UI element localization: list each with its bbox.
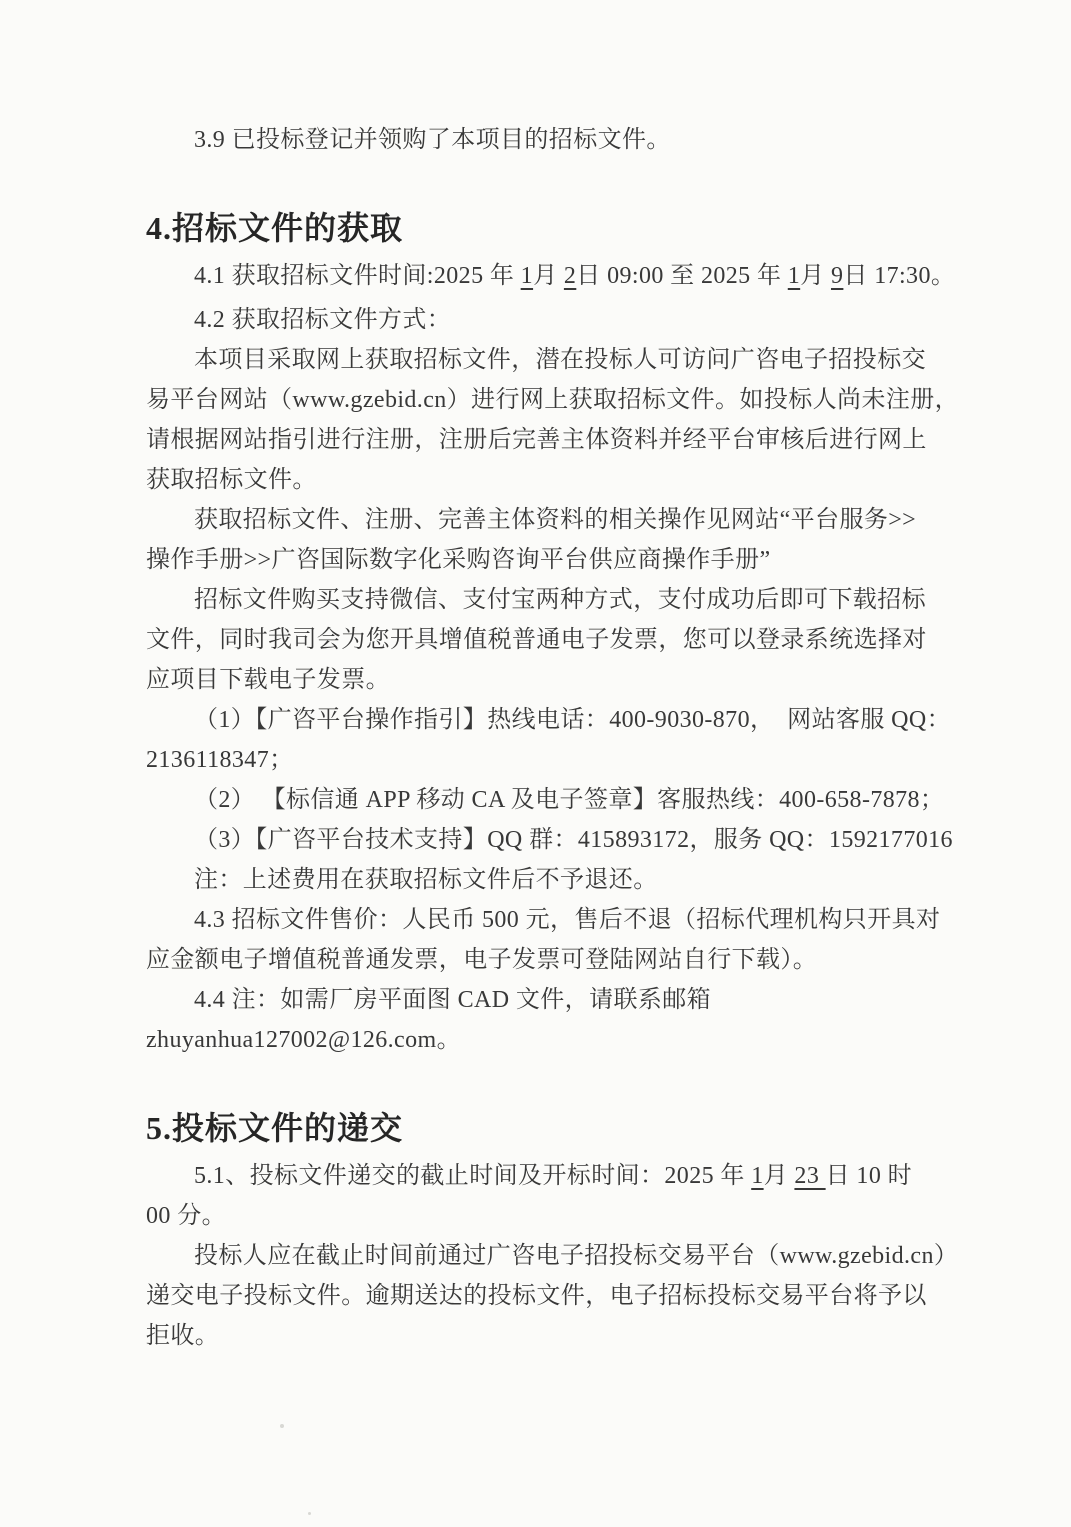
text-line: [146, 820, 953, 860]
underlined-value: 1: [520, 263, 534, 289]
text-segment: 4.2 获取招标文件方式：: [194, 307, 452, 333]
text-segment: 00 分。: [146, 1203, 226, 1229]
text-line: [146, 860, 946, 900]
text-segment: 易平台网站（www.gzebid.cn）进行网上获取招标文件。如投标人尚未注册，: [146, 387, 960, 413]
text-segment: （2） 【标信通 APP 移动 CA 及电子签章】客服热线：400-658-7878；: [194, 787, 945, 813]
underlined-value: 1: [751, 1163, 764, 1189]
text-segment: 5.1、投标文件递交的截止时间及开标时间：2025 年: [194, 1163, 752, 1189]
para-manual: [146, 500, 946, 580]
text-segment: 文件，同时我司会为您开具增值税普通电子发票，您可以登录系统选择对: [146, 627, 927, 653]
text-line: [146, 1020, 946, 1060]
text-line: [146, 500, 946, 540]
text-segment: 请根据网站指引进行注册，注册后完善主体资料并经平台审核后进行网上: [146, 427, 927, 453]
text-segment: 月: [533, 263, 564, 289]
para-online-access: [146, 340, 960, 500]
para-hotline-guangzi: [146, 700, 952, 780]
section-5-heading: 5.投标文件的递交: [146, 1110, 404, 1146]
text-line: [146, 700, 952, 740]
text-line: [146, 340, 946, 380]
text-segment: 4.4 注：如需厂房平面图 CAD 文件，请联系邮箱: [194, 987, 712, 1013]
text-segment: 4.1 获取招标文件时间:2025 年: [194, 263, 521, 289]
text-line: [146, 580, 946, 620]
text-line: [146, 900, 946, 940]
text-segment: zhuyanhua127002@126.com。: [146, 1027, 461, 1053]
underlined-value: 9: [830, 263, 844, 289]
text-line: [146, 1236, 959, 1276]
scan-speck: [280, 1424, 284, 1428]
text-segment: 应项目下载电子发票。: [146, 667, 390, 693]
text-line: [146, 460, 946, 500]
text-segment: （1）【广咨平台操作指引】热线电话：400-9030-870， 网站客服 QQ：: [194, 707, 952, 733]
text-segment: （3）【广咨平台技术支持】QQ 群：415893172，服务 QQ：1592177016: [194, 827, 953, 853]
text-segment: 操作手册>>广咨国际数字化采购咨询平台供应商操作手册”: [146, 547, 771, 573]
text-segment: 日 17:30。: [843, 263, 956, 289]
para-fee-note: [146, 860, 946, 900]
clause-4-3: [146, 900, 946, 980]
clause-3-9: [146, 120, 946, 160]
para-hotline-support: [146, 820, 953, 860]
text-line: [146, 300, 946, 340]
text-segment: 招标文件购买支持微信、支付宝两种方式，支付成功后即可下载招标: [194, 587, 926, 613]
text-segment: 递交电子投标文件。逾期送达的投标文件，电子招标投标交易平台将予以: [146, 1283, 927, 1309]
text-segment: 拒收。: [146, 1323, 220, 1349]
text-line: [146, 120, 946, 160]
para-hotline-biaoxintong: [146, 780, 946, 820]
underlined-value: 2: [563, 263, 577, 289]
text-line: [146, 1276, 946, 1316]
text-line: [146, 620, 946, 660]
underlined-value: 23: [794, 1163, 826, 1189]
text-segment: 4.3 招标文件售价：人民币 500 元，售后不退（招标代理机构只开具对: [194, 907, 941, 933]
text-segment: 日 10 时: [825, 1163, 913, 1189]
clause-4-1: [146, 256, 956, 296]
text-segment: 本项目采取网上获取招标文件，潜在投标人可访问广咨电子招投标交: [194, 347, 926, 373]
text-segment: 日 09:00 至 2025 年: [576, 263, 788, 289]
text-line: [146, 780, 946, 820]
para-payment: [146, 580, 946, 700]
text-line: [146, 940, 946, 980]
text-line: [146, 980, 946, 1020]
text-segment: 月: [800, 263, 831, 289]
text-segment: 应金额电子增值税普通发票，电子发票可登陆网站自行下载）。: [146, 947, 818, 973]
text-segment: 注：上述费用在获取招标文件后不予退还。: [194, 867, 658, 893]
text-segment: 月: [763, 1163, 795, 1189]
text-segment: 投标人应在截止时间前通过广咨电子招投标交易平台（www.gzebid.cn）: [194, 1243, 959, 1269]
document-body: [146, 120, 960, 1356]
section-4-heading: 4.招标文件的获取: [146, 210, 404, 246]
text-line: [146, 740, 946, 780]
text-line: [146, 1196, 946, 1236]
text-line: [146, 1316, 946, 1356]
text-segment: 获取招标文件。: [146, 467, 317, 493]
text-line: [146, 660, 946, 700]
text-line: [146, 380, 960, 420]
text-segment: 获取招标文件、注册、完善主体资料的相关操作见网站“平台服务>>: [194, 507, 917, 533]
text-line: [146, 540, 946, 580]
clause-5-1: [146, 1156, 946, 1236]
text-line: [146, 420, 946, 460]
underlined-value: 1: [787, 263, 801, 289]
clause-4-4: [146, 980, 946, 1060]
text-segment: 2136118347；: [146, 747, 294, 773]
scan-speck: [308, 1512, 311, 1515]
text-line: [146, 1156, 946, 1196]
para-submission: [146, 1236, 959, 1356]
text-line: [146, 256, 956, 296]
text-segment: 3.9 已投标登记并领购了本项目的招标文件。: [194, 127, 671, 153]
clause-4-2: [146, 300, 946, 340]
